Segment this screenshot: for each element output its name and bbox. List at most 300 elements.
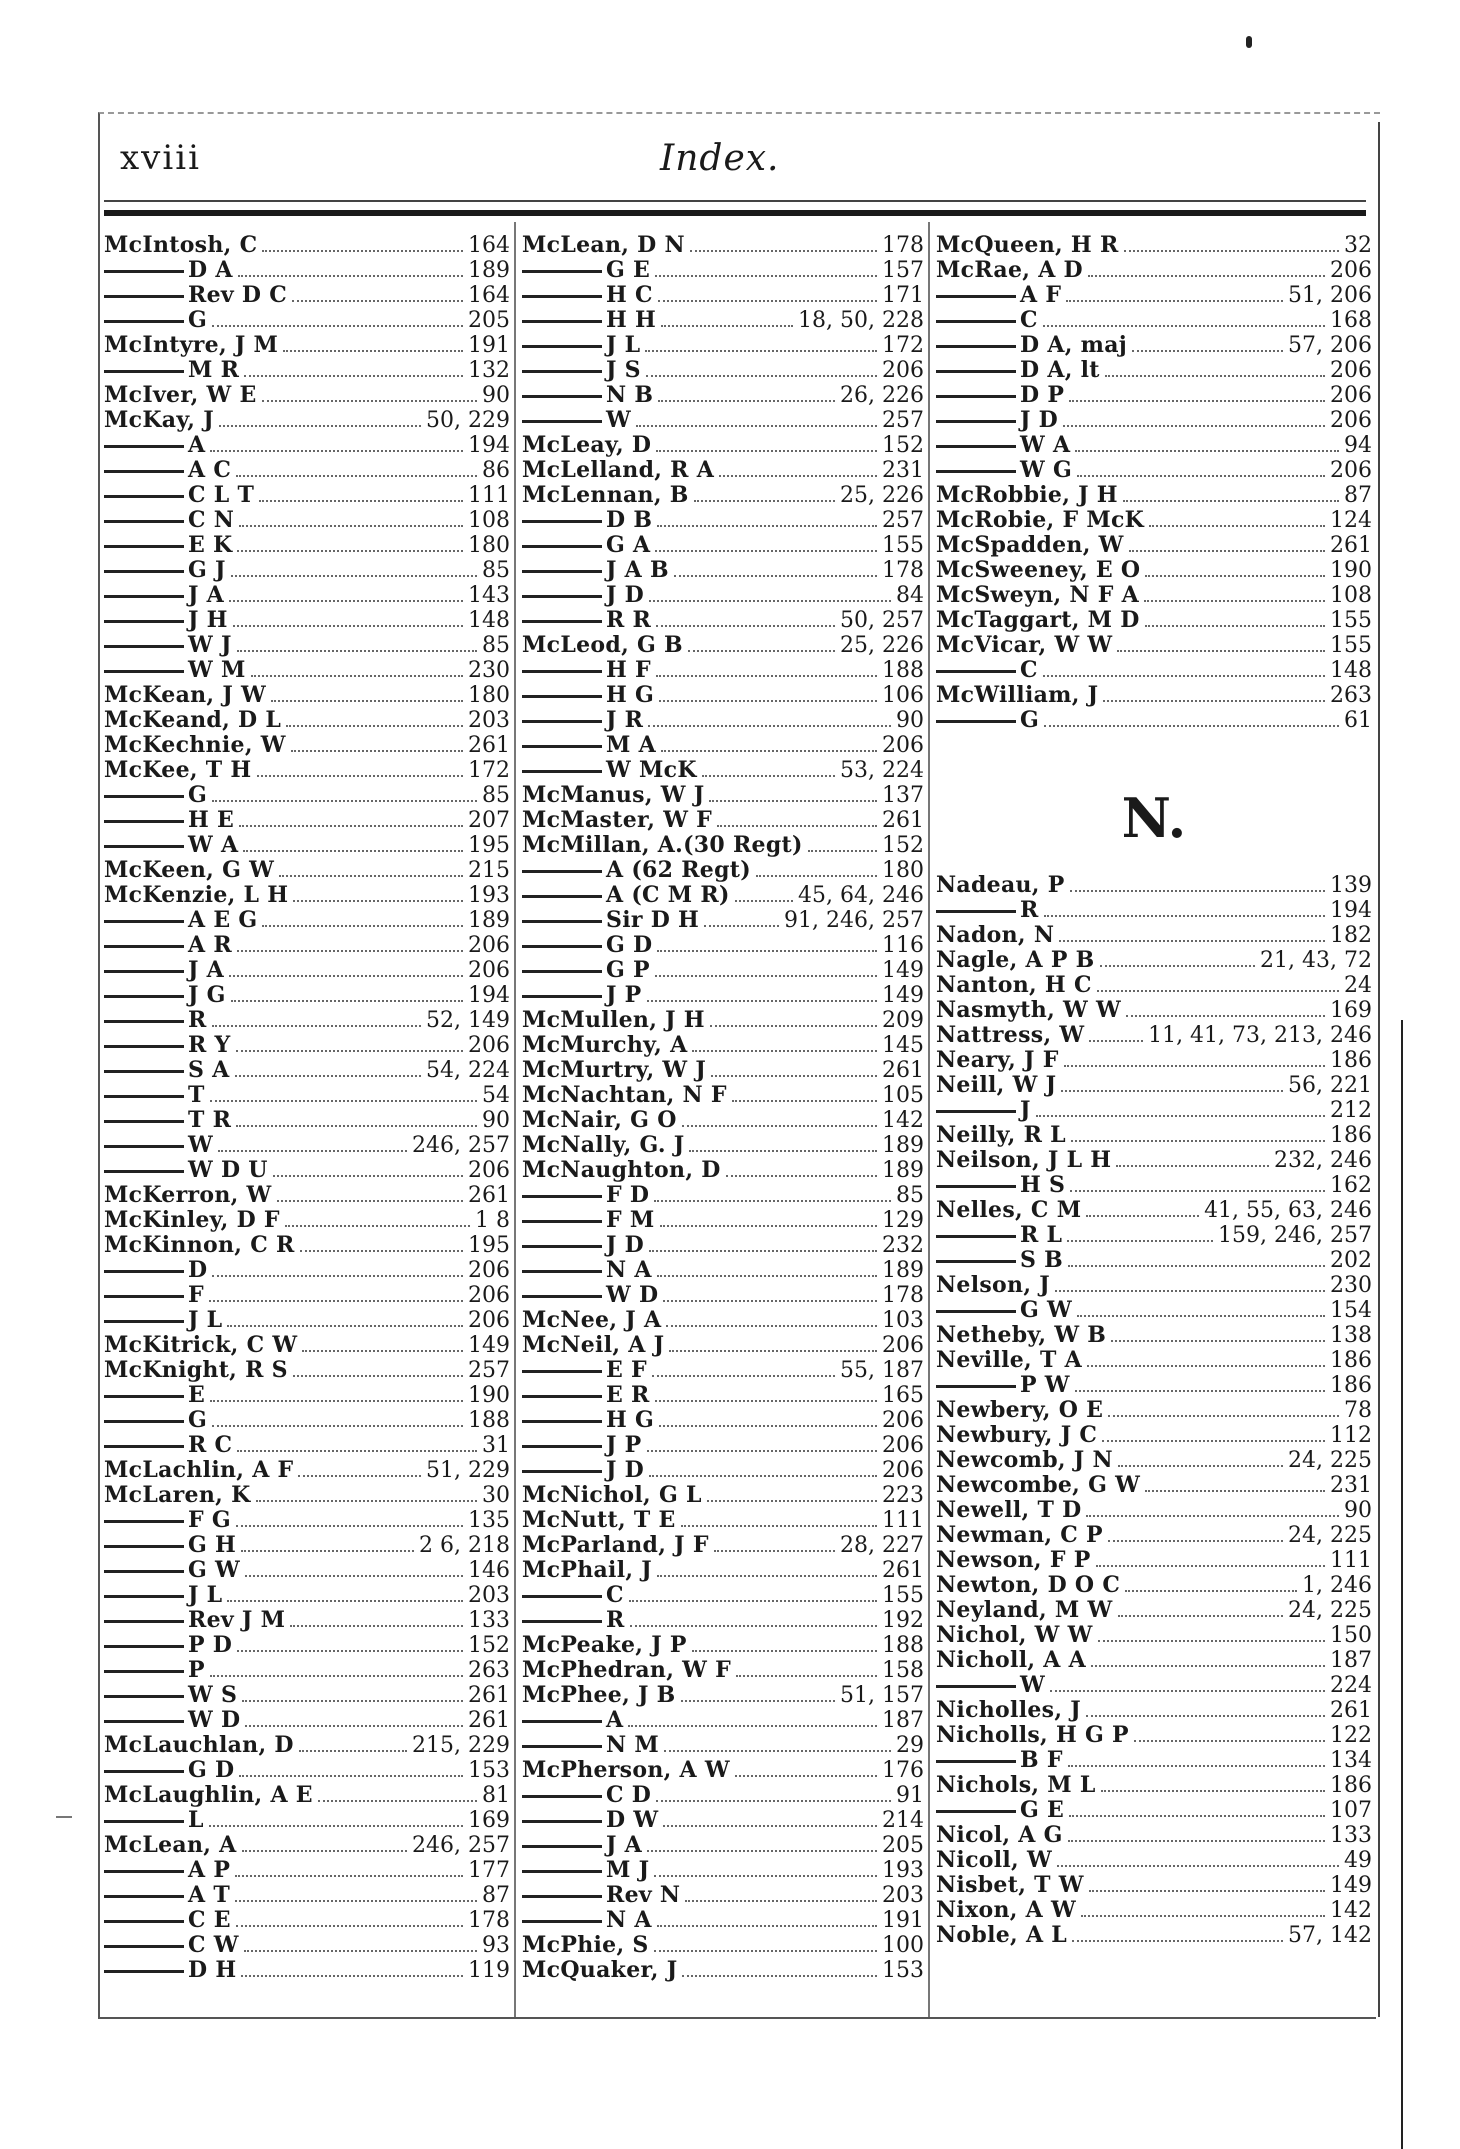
index-subentry [936, 658, 1372, 683]
leader-dots [237, 550, 463, 552]
entry-page-numbers: 25, 226 [840, 633, 924, 658]
entry-page-numbers: 45, 64, 246 [798, 883, 924, 908]
index-subentry [936, 458, 1372, 483]
leader-dots [1125, 1590, 1297, 1592]
leader-dots [231, 575, 477, 577]
entry-page-numbers: 257 [882, 508, 924, 533]
index-subentry [104, 458, 510, 483]
entry-name: Newcomb, J N [936, 1448, 1113, 1473]
index-entry [522, 833, 924, 858]
entry-page-numbers: 186 [1330, 1048, 1372, 1073]
entry-name: J H [104, 608, 228, 633]
entry-page-numbers: 206 [882, 1433, 924, 1458]
leader-dots [1063, 425, 1325, 427]
index-subentry [522, 608, 924, 633]
index-entry [522, 1483, 924, 1508]
entry-name: G W [104, 1558, 240, 1583]
entry-name: M R [104, 358, 239, 383]
index-subentry [936, 1298, 1372, 1323]
leader-dots [654, 1875, 877, 1877]
index-subentry [104, 1083, 510, 1108]
leader-dots [629, 1600, 877, 1602]
entry-page-numbers: 137 [882, 783, 924, 808]
leader-dots [1081, 1915, 1325, 1917]
leader-dots [259, 500, 463, 502]
leader-dots [239, 1775, 463, 1777]
entry-name: W S [104, 1683, 237, 1708]
entry-name: Nagle, A P B [936, 948, 1095, 973]
leader-dots [646, 375, 877, 377]
entry-page-numbers: 85 [482, 783, 510, 808]
entry-page-numbers: 224 [1330, 1673, 1372, 1698]
entry-name: H G [522, 683, 654, 708]
entry-name: N M [522, 1733, 659, 1758]
entry-page-numbers: 24, 225 [1288, 1448, 1372, 1473]
entry-name: McLauchlan, D [104, 1733, 294, 1758]
entry-page-numbers: 178 [882, 558, 924, 583]
index-column-3 [936, 233, 1372, 1948]
index-entry [936, 508, 1372, 533]
leader-dots [1103, 700, 1325, 702]
entry-page-numbers: 261 [468, 733, 510, 758]
entry-page-numbers: 206 [468, 933, 510, 958]
entry-name: A T [104, 1883, 230, 1908]
entry-name: Neville, T A [936, 1348, 1082, 1373]
leader-dots [219, 425, 421, 427]
index-entry [936, 1423, 1372, 1448]
entry-name: C N [104, 508, 234, 533]
entry-name: W A [936, 433, 1070, 458]
entry-name: N B [522, 383, 653, 408]
leader-dots [1108, 1415, 1339, 1417]
leader-dots [236, 1125, 477, 1127]
entry-page-numbers: 189 [882, 1158, 924, 1183]
index-subentry [104, 258, 510, 283]
entry-name: McMurtry, W J [522, 1058, 707, 1083]
entry-page-numbers: 1, 246 [1302, 1573, 1372, 1598]
entry-name: H S [936, 1173, 1065, 1198]
entry-page-numbers: 85 [482, 633, 510, 658]
entry-name: R C [104, 1433, 232, 1458]
entry-name: McParland, J F [522, 1533, 709, 1558]
entry-name: McQueen, H R [936, 233, 1119, 258]
entry-page-numbers: 202 [1330, 1248, 1372, 1273]
index-subentry [522, 933, 924, 958]
entry-name: McQuaker, J [522, 1958, 678, 1983]
entry-name: McNachtan, N F [522, 1083, 727, 1108]
index-subentry [936, 1798, 1372, 1823]
leader-dots [1123, 500, 1339, 502]
column-divider-left [514, 222, 516, 2017]
index-entry [936, 1623, 1372, 1648]
entry-name: McIntyre, J M [104, 333, 279, 358]
entry-name: McNeil, A J [522, 1333, 665, 1358]
entry-page-numbers: 206 [1330, 258, 1372, 283]
index-entry [936, 998, 1372, 1023]
entry-page-numbers: 51, 206 [1288, 283, 1372, 308]
entry-name: G A [522, 533, 650, 558]
index-entry [936, 1848, 1372, 1873]
index-subentry [936, 333, 1372, 358]
index-entry [522, 1108, 924, 1133]
entry-name: F M [522, 1208, 655, 1233]
index-entry [936, 1348, 1372, 1373]
entry-name: Nichols, M L [936, 1773, 1096, 1798]
index-subentry [522, 858, 924, 883]
leader-dots [1098, 1640, 1325, 1642]
entry-page-numbers: 191 [468, 333, 510, 358]
entry-page-numbers: 194 [468, 433, 510, 458]
entry-name: G E [936, 1798, 1064, 1823]
leader-dots [657, 1925, 877, 1927]
index-entry [104, 708, 510, 733]
entry-name: F D [522, 1183, 649, 1208]
entry-name: Nasmyth, W W [936, 998, 1121, 1023]
entry-page-numbers: 180 [882, 858, 924, 883]
leader-dots [1086, 1715, 1325, 1717]
index-subentry [936, 283, 1372, 308]
entry-name: C E [104, 1908, 231, 1933]
entry-name: McPhail, J [522, 1558, 652, 1583]
index-entry [936, 1573, 1372, 1598]
leader-dots [283, 350, 463, 352]
index-subentry [936, 1098, 1372, 1123]
leader-dots [694, 500, 835, 502]
leader-dots [262, 250, 463, 252]
leader-dots [1118, 1465, 1283, 1467]
index-entry [522, 483, 924, 508]
entry-page-numbers: 178 [882, 1283, 924, 1308]
index-entry [936, 1398, 1372, 1423]
index-subentry [104, 983, 510, 1008]
entry-page-numbers: 51, 157 [840, 1683, 924, 1708]
index-entry [522, 783, 924, 808]
entry-page-numbers: 257 [882, 408, 924, 433]
leader-dots [663, 1300, 877, 1302]
leader-dots [245, 1725, 463, 1727]
entry-name: G [104, 783, 207, 808]
index-entry [936, 1273, 1372, 1298]
entry-name: McLean, D N [522, 233, 685, 258]
index-subentry [522, 733, 924, 758]
leader-dots [1100, 965, 1255, 967]
entry-name: McRobie, F McK [936, 508, 1145, 533]
entry-name: McKitrick, C W [104, 1333, 298, 1358]
entry-name: A E G [104, 908, 257, 933]
leader-dots [656, 1800, 891, 1802]
entry-name: H E [104, 808, 234, 833]
index-entry [522, 1133, 924, 1158]
leader-dots [241, 1975, 463, 1977]
leader-dots [210, 450, 463, 452]
leader-dots [1145, 625, 1325, 627]
leader-dots [709, 800, 877, 802]
entry-name: McSweyn, N F A [936, 583, 1139, 608]
entry-name: G [104, 1408, 207, 1433]
leader-dots [299, 1750, 407, 1752]
entry-page-numbers: 232, 246 [1274, 1148, 1372, 1173]
entry-name: Nanton, H C [936, 973, 1092, 998]
entry-name: McLean, A [104, 1833, 237, 1858]
entry-name: W D U [104, 1158, 268, 1183]
entry-name: A [104, 433, 205, 458]
index-subentry [936, 408, 1372, 433]
column-divider-right [928, 222, 930, 2017]
entry-page-numbers: 152 [882, 833, 924, 858]
entry-name: Newcombe, G W [936, 1473, 1141, 1498]
entry-name: McKee, T H [104, 758, 252, 783]
entry-page-numbers: 133 [468, 1608, 510, 1633]
index-subentry [104, 633, 510, 658]
index-subentry [522, 1708, 924, 1733]
entry-page-numbers: 105 [882, 1083, 924, 1108]
leader-dots [1072, 1940, 1283, 1942]
entry-page-numbers: 230 [1330, 1273, 1372, 1298]
leader-dots [236, 1050, 463, 1052]
entry-name: McKechnie, W [104, 733, 286, 758]
index-entry [936, 683, 1372, 708]
entry-name: McNair, G O [522, 1108, 677, 1133]
leader-dots [302, 1350, 463, 1352]
entry-name: R L [936, 1223, 1062, 1248]
entry-page-numbers: 143 [468, 583, 510, 608]
entry-name: Nicholls, H G P [936, 1723, 1129, 1748]
entry-page-numbers: 155 [1330, 608, 1372, 633]
leader-dots [692, 1050, 877, 1052]
entry-name: E [104, 1383, 205, 1408]
leader-dots [656, 450, 877, 452]
index-entry [104, 333, 510, 358]
index-subentry [104, 1758, 510, 1783]
leader-dots [241, 1550, 414, 1552]
leader-dots [1111, 1340, 1325, 1342]
entry-name: J S [522, 358, 641, 383]
leader-dots [209, 1825, 463, 1827]
index-entry [522, 1158, 924, 1183]
index-subentry [522, 358, 924, 383]
entry-page-numbers: 138 [1330, 1323, 1372, 1348]
leader-dots [1043, 325, 1325, 327]
entry-page-numbers: 154 [1330, 1298, 1372, 1323]
leader-dots [318, 1800, 477, 1802]
entry-page-numbers: 206 [882, 1408, 924, 1433]
index-entry [936, 1048, 1372, 1073]
bottom-rule [100, 2017, 1376, 2019]
leader-dots [218, 1150, 407, 1152]
entry-name: D A [104, 258, 233, 283]
entry-page-numbers: 134 [1330, 1748, 1372, 1773]
leader-dots [661, 750, 877, 752]
entry-page-numbers: 129 [882, 1208, 924, 1233]
entry-page-numbers: 100 [882, 1933, 924, 1958]
index-subentry [522, 558, 924, 583]
index-subentry [936, 898, 1372, 923]
entry-name: A F [936, 283, 1061, 308]
index-subentry [522, 1458, 924, 1483]
entry-name: J R [522, 708, 643, 733]
leader-dots [1068, 1840, 1325, 1842]
index-entry [522, 1958, 924, 1983]
entry-page-numbers: 30 [482, 1483, 510, 1508]
index-subentry [104, 1058, 510, 1083]
entry-page-numbers: 206 [882, 358, 924, 383]
index-entry [104, 733, 510, 758]
entry-page-numbers: 119 [468, 1958, 510, 1983]
index-subentry [522, 308, 924, 333]
entry-name: McKean, J W [104, 683, 267, 708]
entry-name: Nixon, A W [936, 1898, 1077, 1923]
leader-dots [210, 1675, 463, 1677]
entry-name: G W [936, 1298, 1072, 1323]
leader-dots [649, 1250, 877, 1252]
index-subentry [522, 883, 924, 908]
entry-name: C [936, 658, 1038, 683]
entry-page-numbers: 49 [1344, 1848, 1372, 1873]
entry-name: Rev D C [104, 283, 287, 308]
entry-name: M A [522, 733, 656, 758]
leader-dots [647, 1450, 877, 1452]
index-entry [104, 683, 510, 708]
entry-name: W D [522, 1283, 658, 1308]
entry-name: R [104, 1008, 207, 1033]
entry-page-numbers: 85 [482, 558, 510, 583]
leader-dots [1087, 1365, 1325, 1367]
index-subentry [104, 1433, 510, 1458]
entry-name: D [104, 1258, 207, 1283]
index-subentry [104, 933, 510, 958]
entry-name: Nattress, W [936, 1023, 1085, 1048]
index-subentry [936, 358, 1372, 383]
leader-dots [756, 875, 877, 877]
index-subentry [936, 708, 1372, 733]
entry-page-numbers: 135 [468, 1508, 510, 1533]
entry-name: Newman, C P [936, 1523, 1103, 1548]
index-subentry [522, 1908, 924, 1933]
leader-dots [262, 400, 477, 402]
leader-dots [1066, 300, 1283, 302]
leader-dots [1089, 1890, 1325, 1892]
entry-name: J G [104, 983, 226, 1008]
index-subentry [522, 1733, 924, 1758]
entry-page-numbers: 142 [1330, 1898, 1372, 1923]
entry-name: G D [104, 1758, 234, 1783]
entry-page-numbers: 187 [882, 1708, 924, 1733]
index-subentry [936, 1173, 1372, 1198]
entry-page-numbers: 152 [882, 433, 924, 458]
entry-page-numbers: 246, 257 [412, 1133, 510, 1158]
index-subentry [522, 708, 924, 733]
entry-name: D A, lt [936, 358, 1100, 383]
leader-dots [682, 1975, 877, 1977]
entry-name: Nicol, A G [936, 1823, 1063, 1848]
entry-name: Newbery, O E [936, 1398, 1104, 1423]
leader-dots [657, 1275, 877, 1277]
entry-name: W J [104, 633, 232, 658]
section-letter-n: N. [1121, 786, 1187, 850]
index-entry [936, 973, 1372, 998]
entry-page-numbers: 182 [1330, 923, 1372, 948]
leader-dots [242, 1700, 463, 1702]
entry-name: W M [104, 658, 246, 683]
leader-dots [279, 875, 463, 877]
index-entry [936, 1323, 1372, 1348]
entry-page-numbers: 24, 225 [1288, 1598, 1372, 1623]
entry-page-numbers: 206 [882, 1333, 924, 1358]
leader-dots [1086, 1515, 1339, 1517]
leader-dots [1077, 1315, 1325, 1317]
entry-name: J [936, 1098, 1031, 1123]
entry-page-numbers: 169 [468, 1808, 510, 1833]
leader-dots [663, 1825, 877, 1827]
leader-dots [1067, 1240, 1213, 1242]
entry-name: D B [522, 508, 652, 533]
leader-dots [291, 750, 463, 752]
leader-dots [656, 675, 877, 677]
entry-page-numbers: 191 [882, 1908, 924, 1933]
entry-name: McNally, G. J [522, 1133, 685, 1158]
entry-name: McNee, J A [522, 1308, 662, 1333]
leader-dots [290, 1625, 463, 1627]
leader-dots [237, 1450, 477, 1452]
leader-dots [235, 1875, 463, 1877]
entry-name: Rev J M [104, 1608, 285, 1633]
leader-dots [1043, 675, 1325, 677]
index-entry [936, 533, 1372, 558]
entry-name: McWilliam, J [936, 683, 1099, 708]
entry-name: McManus, W J [522, 783, 705, 808]
index-column-2 [522, 233, 924, 1983]
index-entry [936, 583, 1372, 608]
index-subentry [104, 958, 510, 983]
leader-dots [212, 800, 477, 802]
entry-page-numbers: 78 [1344, 1398, 1372, 1423]
leader-dots [1070, 1190, 1325, 1192]
entry-page-numbers: 193 [468, 883, 510, 908]
entry-page-numbers: 186 [1330, 1348, 1372, 1373]
entry-name: McKinley, D F [104, 1208, 280, 1233]
index-subentry [104, 308, 510, 333]
index-subentry [104, 1283, 510, 1308]
index-subentry [104, 1008, 510, 1033]
entry-page-numbers: 87 [1344, 483, 1372, 508]
leader-dots [735, 1775, 877, 1777]
entry-page-numbers: 108 [1330, 583, 1372, 608]
entry-name: J P [522, 1433, 642, 1458]
entry-page-numbers: 111 [468, 483, 510, 508]
entry-page-numbers: 261 [1330, 1698, 1372, 1723]
entry-name: C [522, 1583, 624, 1608]
entry-page-numbers: 186 [1330, 1773, 1372, 1798]
entry-name: T [104, 1083, 205, 1108]
index-entry [936, 923, 1372, 948]
index-subentry [104, 1958, 510, 1983]
index-subentry [936, 1373, 1372, 1398]
leader-dots [239, 525, 463, 527]
entry-page-numbers: 57, 142 [1288, 1923, 1372, 1948]
entry-name: G H [104, 1533, 236, 1558]
index-subentry [936, 1673, 1372, 1698]
entry-page-numbers: 29 [896, 1733, 924, 1758]
leader-dots [1050, 1690, 1325, 1692]
index-subentry [104, 1583, 510, 1608]
leader-dots [658, 400, 835, 402]
entry-name: G [936, 708, 1039, 733]
entry-page-numbers: 155 [882, 533, 924, 558]
entry-page-numbers: 139 [1330, 873, 1372, 898]
entry-page-numbers: 24, 225 [1288, 1523, 1372, 1548]
leader-dots [630, 1625, 877, 1627]
index-subentry [522, 258, 924, 283]
